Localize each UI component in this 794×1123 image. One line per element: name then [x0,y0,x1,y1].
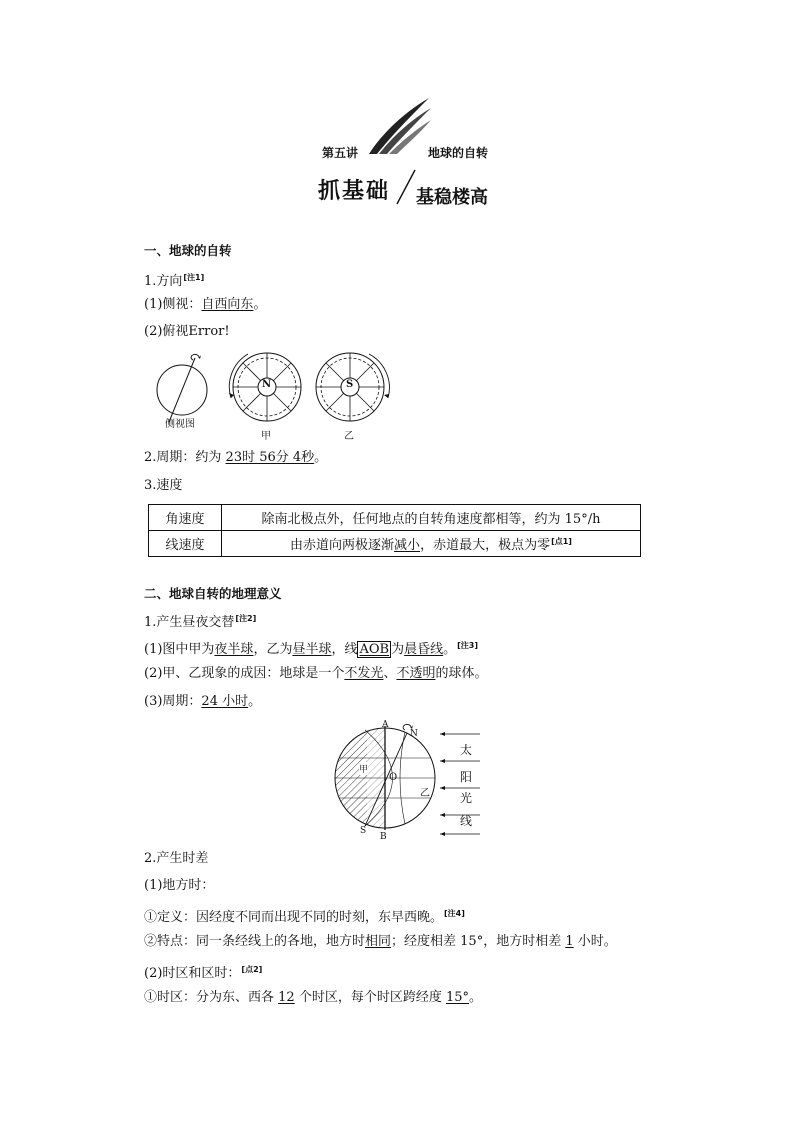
point-b-label: B [380,832,387,842]
point-a-label: A [382,720,389,730]
south-pole-label: S [346,379,354,390]
side-view-label: 侧视图 [165,419,195,430]
daynight-line-3: (3)周期：24 小时。 [144,694,262,709]
lecture-topic: 地球的自转 [428,146,489,160]
direction-heading: 1.方向[注1] [144,273,205,289]
note-marker: [注2] [235,614,257,623]
night-label: 甲 [359,762,368,775]
table-row [149,505,641,531]
note-marker: [点2] [241,965,263,974]
timediff-heading: 2.产生时差 [144,851,209,866]
rotation-figure [152,350,412,445]
banner-slash [395,168,417,206]
daynight-line-2: (2)甲、乙现象的成因：地球是一个不发光、不透明的球体。 [144,666,488,681]
side-view-line: (1)侧视：自西向东。 [144,297,267,312]
table-cell: 角速度 [149,505,222,531]
section2-title: 二、地球自转的地理意义 [144,586,282,601]
section1-title: 一、地球的自转 [144,243,232,258]
table-cell: 由赤道向两极逐渐减小，赤道最大，极点为零[点1] [222,531,641,557]
banner-right: 基稳楼高 [416,187,488,208]
sun-text: 阳 [460,770,473,784]
point-n-label: N [410,729,418,739]
table-row [149,531,641,557]
sun-text: 线 [460,814,473,828]
lecture-number: 第五讲 [322,146,359,160]
note-marker: [点1] [551,537,572,546]
north-pole-label: N [262,379,272,390]
daynight-line-1: (1)图中甲为夜半球，乙为昼半球，线 AOB 为晨昏线。[注3] [144,641,479,657]
point-o-label: O [389,772,398,783]
side-view-globe [157,354,207,422]
figure-yi-label: 乙 [344,431,354,442]
time-zone-line: ①时区：分为东、西各 12 个时区，每个时区跨经度 15°。 [144,990,483,1005]
table-cell: 线速度 [149,531,222,557]
day-label: 乙 [420,788,430,799]
note-marker: [注4] [444,909,465,918]
sun-text: 太 [460,743,473,757]
point-s-label: S [360,826,367,836]
speed-heading: 3.速度 [144,478,183,493]
top-view-line: (2)俯视Error! [144,324,230,339]
note-marker: [注3] [457,641,479,650]
local-time-feature: ②特点：同一条经线上的各地，地方时相同；经度相差 15°，地方时相差 1 小时。 [144,934,617,949]
local-time-heading: (1)地方时： [144,878,215,893]
sun-text: 光 [460,791,473,805]
swoosh-decoration [365,96,435,158]
local-time-definition: ①定义：因经度不同而出现不同的时刻，东早西晚。[注4] [144,909,465,925]
answer-blank: 23时 56分 4秒 [225,450,315,465]
figure-jia-label: 甲 [261,431,271,442]
daynight-heading: 1.产生昼夜交替[注2] [144,614,257,630]
table-cell: 除南北极点外，任何地点的自转角速度都相等，约为 15°/h [222,505,641,531]
note-marker: [注1] [183,273,205,282]
banner-left: 抓基础 [318,179,391,204]
time-zone-heading: (2)时区和区时：[点2] [144,965,263,981]
period-line: 2.周期：约为 23时 56分 4秒。 [144,450,328,465]
answer-blank: 自西向东 [201,297,254,312]
speed-table [148,504,641,557]
